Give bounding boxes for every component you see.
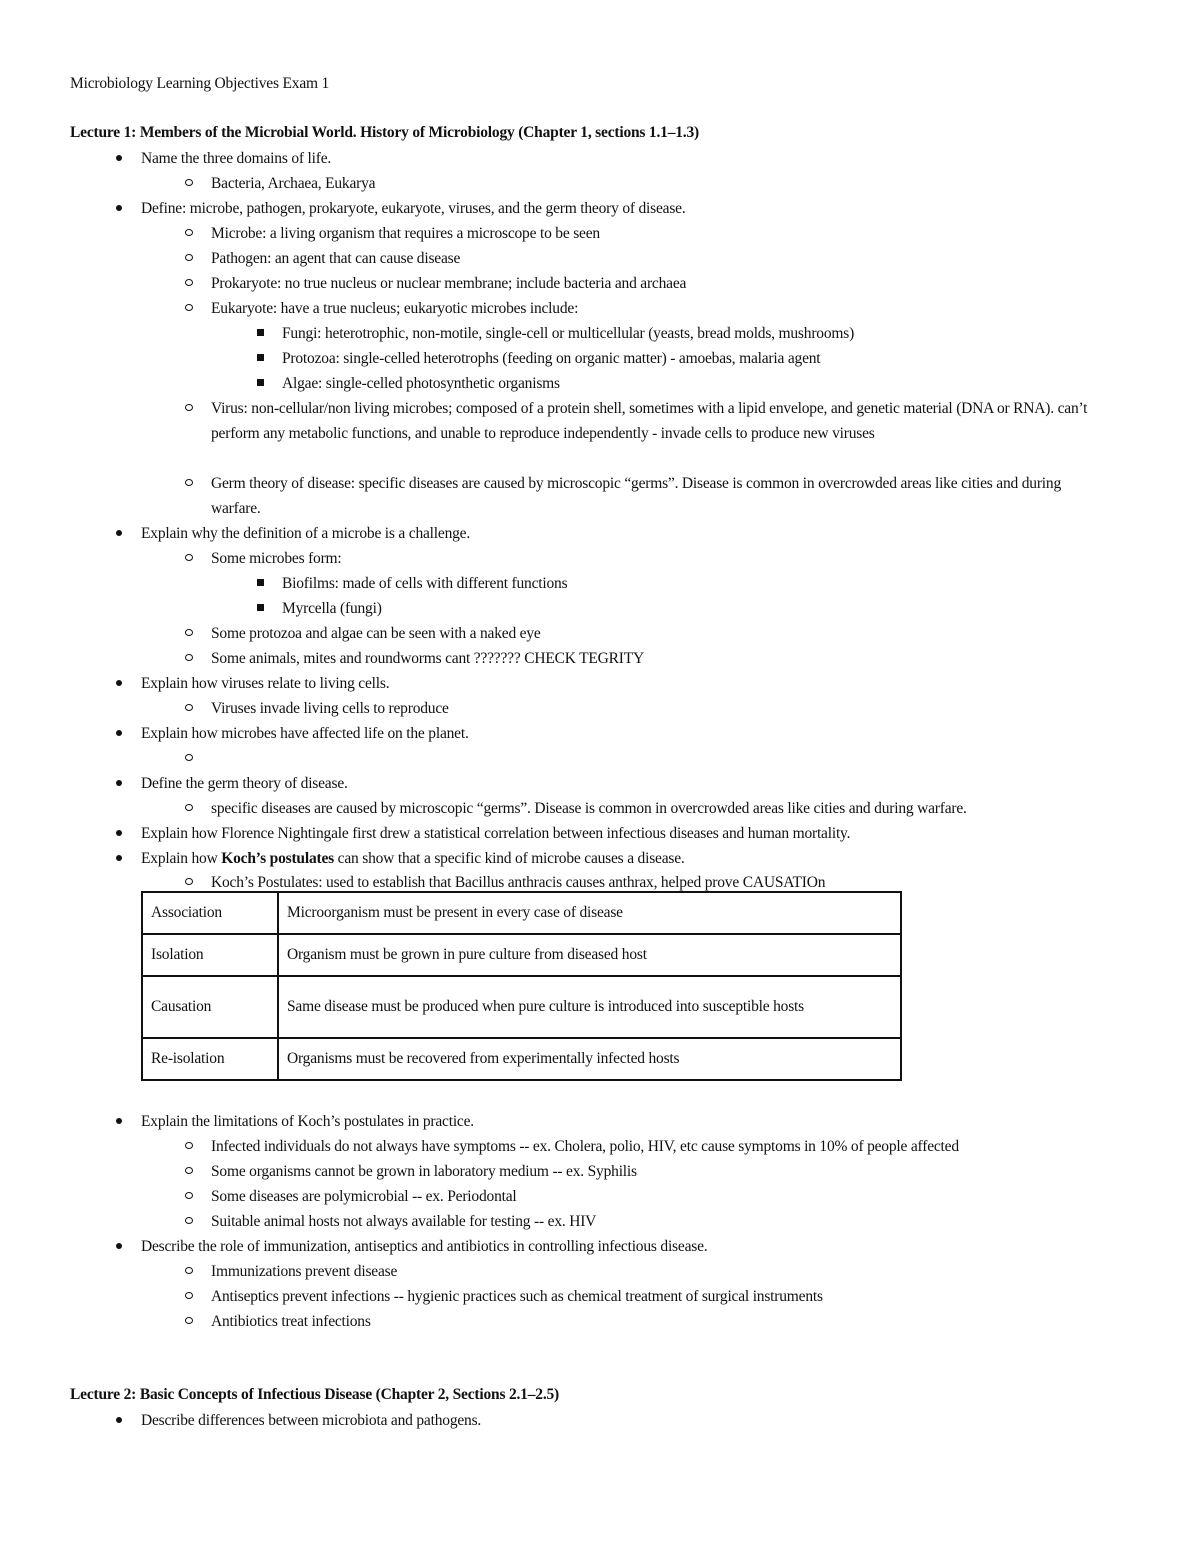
bullet-circle-icon [179,221,199,246]
koch-postulates-table [141,891,902,1081]
objective-item [141,721,1131,746]
objective-text: Name the three domains of life. [141,150,332,167]
table-cell-description: Same disease must be produced when pure culture is introduced into susceptible hosts [278,976,901,1038]
sub-answer-text: Biofilms: made of cells with different functions [282,575,568,592]
answer-item [211,546,1111,571]
table-cell-description: Organisms must be recovered from experimentally infected hosts [278,1038,901,1080]
objective-text-bold: Koch’s postulates [221,850,334,867]
table-cell-description: Organism must be grown in pure culture from diseased host [278,934,901,976]
table-cell-term: Re-isolation [142,1038,278,1080]
objective-text: Define: microbe, pathogen, prokaryote, eukaryote, viruses, and the germ theory of disease. [141,200,686,217]
answer-text: Germ theory of disease: specific diseases are caused by microscopic “germs”. Disease is common in overcrowded areas like cities and during warfare. [211,475,1061,517]
answer-item [211,396,1111,446]
answer-text: Some organisms cannot be grown in laboratory medium -- ex. Syphilis [211,1163,637,1180]
answer-text: Infected individuals do not always have symptoms -- ex. Cholera, polio, HIV, etc cause symptoms in 10% of people affected [211,1138,959,1155]
objective-text: Define the germ theory of disease. [141,775,348,792]
sub-answer-item [282,346,1112,371]
bullet-circle-icon [179,1184,199,1209]
answer-item [211,621,1111,646]
objective-item [141,846,1131,871]
bullet-circle-icon [179,396,199,421]
table-row [142,934,901,976]
bullet-circle-icon [179,796,199,821]
bullet-square-icon [250,596,270,621]
bullet-circle-icon [179,1159,199,1184]
answer-item [211,271,1111,296]
answer-text: Antibiotics treat infections [211,1313,371,1330]
answer-text: specific diseases are caused by microscopic “germs”. Disease is common in overcrowded areas like cities and during warfare. [211,800,967,817]
answer-text: Bacteria, Archaea, Eukarya [211,175,376,192]
answer-item [211,296,1111,321]
sub-answer-text: Fungi: heterotrophic, non-motile, single-cell or multicellular (yeasts, bread molds, mushrooms) [282,325,855,342]
answer-item [211,1309,1111,1334]
objective-text: Explain why the definition of a microbe is a challenge. [141,525,471,542]
objective-item [141,196,1131,221]
objective-text: Explain how viruses relate to living cells. [141,675,390,692]
bullet-circle-icon [179,1134,199,1159]
bullet-circle-icon [179,546,199,571]
bullet-dot-icon [109,521,129,546]
answer-text: Some animals, mites and roundworms cant ??????? CHECK TEGRITY [211,650,645,667]
sub-answer-text: Protozoa: single-celled heterotrophs (feeding on organic matter) - amoebas, malaria agent [282,350,821,367]
answer-item [211,1159,1111,1184]
table-row [142,1038,901,1080]
bullet-circle-icon [179,271,199,296]
objective-item [141,671,1131,696]
objective-item [141,1408,1131,1433]
sub-answer-text: Algae: single-celled photosynthetic organisms [282,375,560,392]
objective-item [141,146,1131,171]
answer-text: Some protozoa and algae can be seen with a naked eye [211,625,541,642]
document-title: Microbiology Learning Objectives Exam 1 [70,75,330,92]
bullet-circle-icon [179,746,199,771]
bullet-circle-icon [179,246,199,271]
bullet-dot-icon [109,146,129,171]
bullet-circle-icon [179,171,199,196]
answer-text: Prokaryote: no true nucleus or nuclear membrane; include bacteria and archaea [211,275,687,292]
answer-item [211,1184,1111,1209]
bullet-circle-icon [179,471,199,496]
bullet-dot-icon [109,1109,129,1134]
answer-text: Pathogen: an agent that can cause disease [211,250,461,267]
answer-text: Some diseases are polymicrobial -- ex. Periodontal [211,1188,517,1205]
bullet-square-icon [250,571,270,596]
answer-item [211,696,1111,721]
objective-text: Explain how Florence Nightingale first drew a statistical correlation between infectious diseases and human mortality. [141,825,851,842]
bullet-circle-icon [179,1284,199,1309]
bullet-circle-icon [179,1309,199,1334]
bullet-circle-icon [179,1209,199,1234]
objective-item [141,521,1131,546]
answer-text: Virus: non-cellular/non living microbes; composed of a protein shell, sometimes with a lipid envelope, and genetic material (DNA or RNA). can’t perform any metabolic functions, and unable to reproduce independently - invade cells to produce new viruses [211,400,1088,442]
objective-text: Explain how microbes have affected life on the planet. [141,725,469,742]
answer-item [211,796,1111,821]
objective-text: Explain the limitations of Koch’s postulates in practice. [141,1113,474,1130]
objective-text: Describe differences between microbiota and pathogens. [141,1412,482,1429]
answer-text: Antiseptics prevent infections -- hygienic practices such as chemical treatment of surgical instruments [211,1288,823,1305]
answer-text: Viruses invade living cells to reproduce [211,700,449,717]
answer-item [211,471,1111,521]
sub-answer-item [282,321,1112,346]
table-row [142,976,901,1038]
answer-text: Some microbes form: [211,550,342,567]
lecture-2-heading: Lecture 2: Basic Concepts of Infectious Disease (Chapter 2, Sections 2.1–2.5) [70,1386,560,1403]
bullet-circle-icon [179,696,199,721]
objective-item [141,1109,1131,1134]
bullet-dot-icon [109,821,129,846]
answer-item [211,246,1111,271]
answer-item [211,221,1111,246]
objective-text-suffix: can show that a specific kind of microbe causes a disease. [333,850,685,867]
answer-item [211,1259,1111,1284]
table-cell-description: Microorganism must be present in every case of disease [278,892,901,934]
table-cell-term: Isolation [142,934,278,976]
bullet-dot-icon [109,196,129,221]
bullet-dot-icon [109,1408,129,1433]
answer-text: Suitable animal hosts not always available for testing -- ex. HIV [211,1213,597,1230]
bullet-circle-icon [179,646,199,671]
objective-item [141,1234,1131,1259]
table-cell-term: Causation [142,976,278,1038]
objective-text-prefix: Explain how [141,850,222,867]
answer-item [211,646,1111,671]
bullet-circle-icon [179,621,199,646]
bullet-circle-icon [179,1259,199,1284]
sub-answer-item [282,571,1112,596]
sub-answer-item [282,371,1112,396]
sub-answer-item [282,596,1112,621]
answer-item [211,1209,1111,1234]
objective-item [141,771,1131,796]
bullet-square-icon [250,321,270,346]
lecture-1-heading: Lecture 1: Members of the Microbial World. History of Microbiology (Chapter 1, sections 1.1–1.3) [70,124,699,141]
bullet-square-icon [250,346,270,371]
answer-item [211,1134,1131,1159]
answer-item [211,171,1111,196]
answer-text: Eukaryote: have a true nucleus; eukaryotic microbes include: [211,300,579,317]
objective-text: Describe the role of immunization, antiseptics and antibiotics in controlling infectious disease. [141,1238,708,1255]
bullet-circle-icon [179,296,199,321]
answer-text: Microbe: a living organism that requires a microscope to be seen [211,225,600,242]
table-cell-term: Association [142,892,278,934]
answer-item [211,1284,1111,1309]
bullet-dot-icon [109,846,129,871]
bullet-dot-icon [109,1234,129,1259]
bullet-dot-icon [109,671,129,696]
answer-text: Koch’s Postulates: used to establish that Bacillus anthracis causes anthrax, helped prove CAUSATIOn [211,874,826,891]
table-row [142,892,901,934]
bullet-dot-icon [109,721,129,746]
bullet-dot-icon [109,771,129,796]
objective-item [141,821,1131,846]
bullet-square-icon [250,371,270,396]
answer-text: Immunizations prevent disease [211,1263,398,1280]
sub-answer-text: Myrcella (fungi) [282,600,382,617]
